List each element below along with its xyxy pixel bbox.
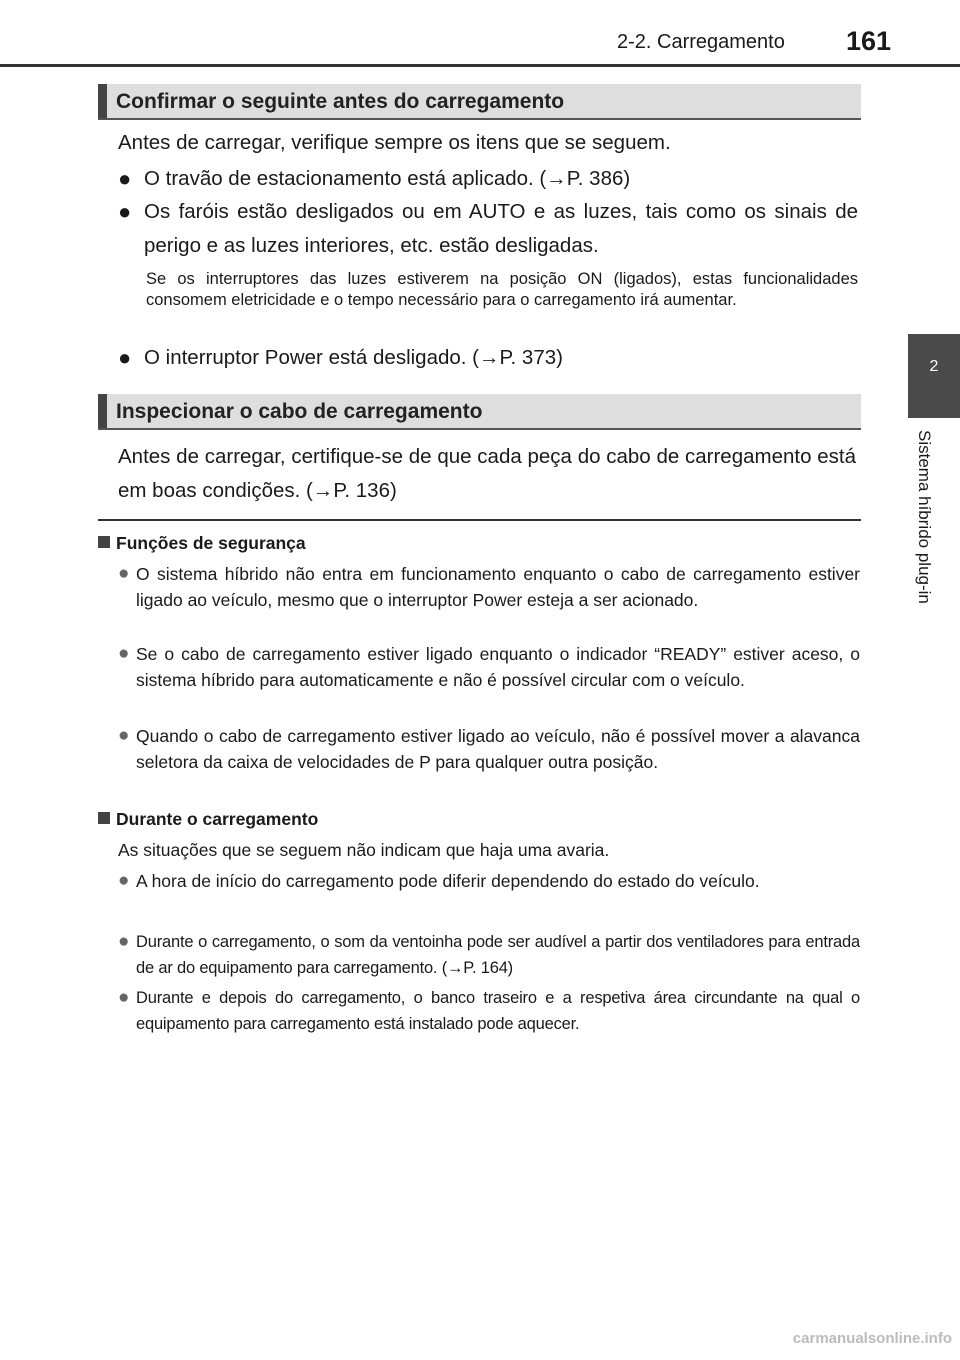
bullet-icon: ● [118, 643, 130, 664]
list-item: ● Os faróis estão desligados ou em AUTO e as luzes, tais como os sinais de perigo e as luzes interiores, etc. estão desligadas. [118, 195, 858, 263]
bullet-icon: ● [118, 345, 132, 370]
chapter-tab-number: 2 [929, 358, 939, 375]
bullet-icon: ● [118, 987, 130, 1008]
running-header-section: 2-2. Carregamento [617, 31, 785, 53]
watermark: carmanualsonline.info [792, 1330, 952, 1347]
bullet-icon: ● [118, 931, 130, 952]
bullet-icon: ● [118, 725, 130, 746]
square-bullet-icon [98, 812, 110, 824]
note-heading-during: Durante o carregamento [98, 809, 318, 830]
section-title: Confirmar o seguinte antes do carregamento [116, 90, 565, 113]
header-rule [0, 64, 960, 67]
list-item: ● Se o cabo de carregamento estiver ligado enquanto o indicador “READY” estiver aceso, o sistema híbrido para automaticamente e não é possível circular com o veículo. [118, 643, 860, 690]
square-bullet-icon [98, 536, 110, 548]
list-item: ● Quando o cabo de carregamento estiver ligado ao veículo, não é possível mover a alavanca seletora da caixa de velocidades de P para qualquer outra posição. [118, 725, 860, 772]
list-item: ● O travão de estacionamento está aplicado. (→P. 386) [118, 162, 858, 196]
section-heading-confirm [98, 84, 861, 120]
divider [98, 519, 861, 521]
list-item: ● Durante e depois do carregamento, o banco traseiro e a respetiva área circundante na qual o equipamento para carregamento está instalado pode aquecer. [118, 987, 860, 1033]
section1-intro: Antes de carregar, verifique sempre os itens que se seguem. [118, 131, 671, 154]
section1-note: Se os interruptores das luzes estiverem na posição ON (ligados), estas funcionalidades consomem eletricidade e o tempo necessário para o carregamento irá aumentar. [146, 270, 858, 309]
list-item: ● Durante o carregamento, o som da ventoinha pode ser audível a partir dos ventiladores para entrada de ar do equipamento para carregamento. (→P. 164) [118, 931, 860, 977]
page-number: 161 [846, 26, 892, 56]
bullet-icon: ● [118, 166, 132, 191]
section2-text: Antes de carregar, certifique-se de que cada peça do cabo de carregamento está em boas condições. (→P. 136) [118, 445, 856, 502]
list-item: ● O interruptor Power está desligado. (→P. 373) [118, 341, 858, 375]
bullet-icon: ● [118, 563, 130, 584]
section-title: Inspecionar o cabo de carregamento [116, 400, 483, 423]
chapter-tab [908, 334, 960, 418]
list-item: ● A hora de início do carregamento pode diferir dependendo do estado do veículo. [118, 868, 860, 894]
section-heading-inspect [98, 394, 861, 430]
chapter-tab-label: Sistema híbrido plug-in [915, 430, 934, 604]
note-during-intro: As situações que se seguem não indicam que haja uma avaria. [118, 840, 610, 860]
bullet-icon: ● [118, 870, 130, 891]
note-heading-safety: Funções de segurança [98, 533, 306, 554]
list-item: ● O sistema híbrido não entra em funcionamento enquanto o cabo de carregamento estiver ligado ao veículo, mesmo que o interruptor Power esteja a ser acionado. [118, 563, 860, 610]
bullet-icon: ● [118, 199, 132, 224]
